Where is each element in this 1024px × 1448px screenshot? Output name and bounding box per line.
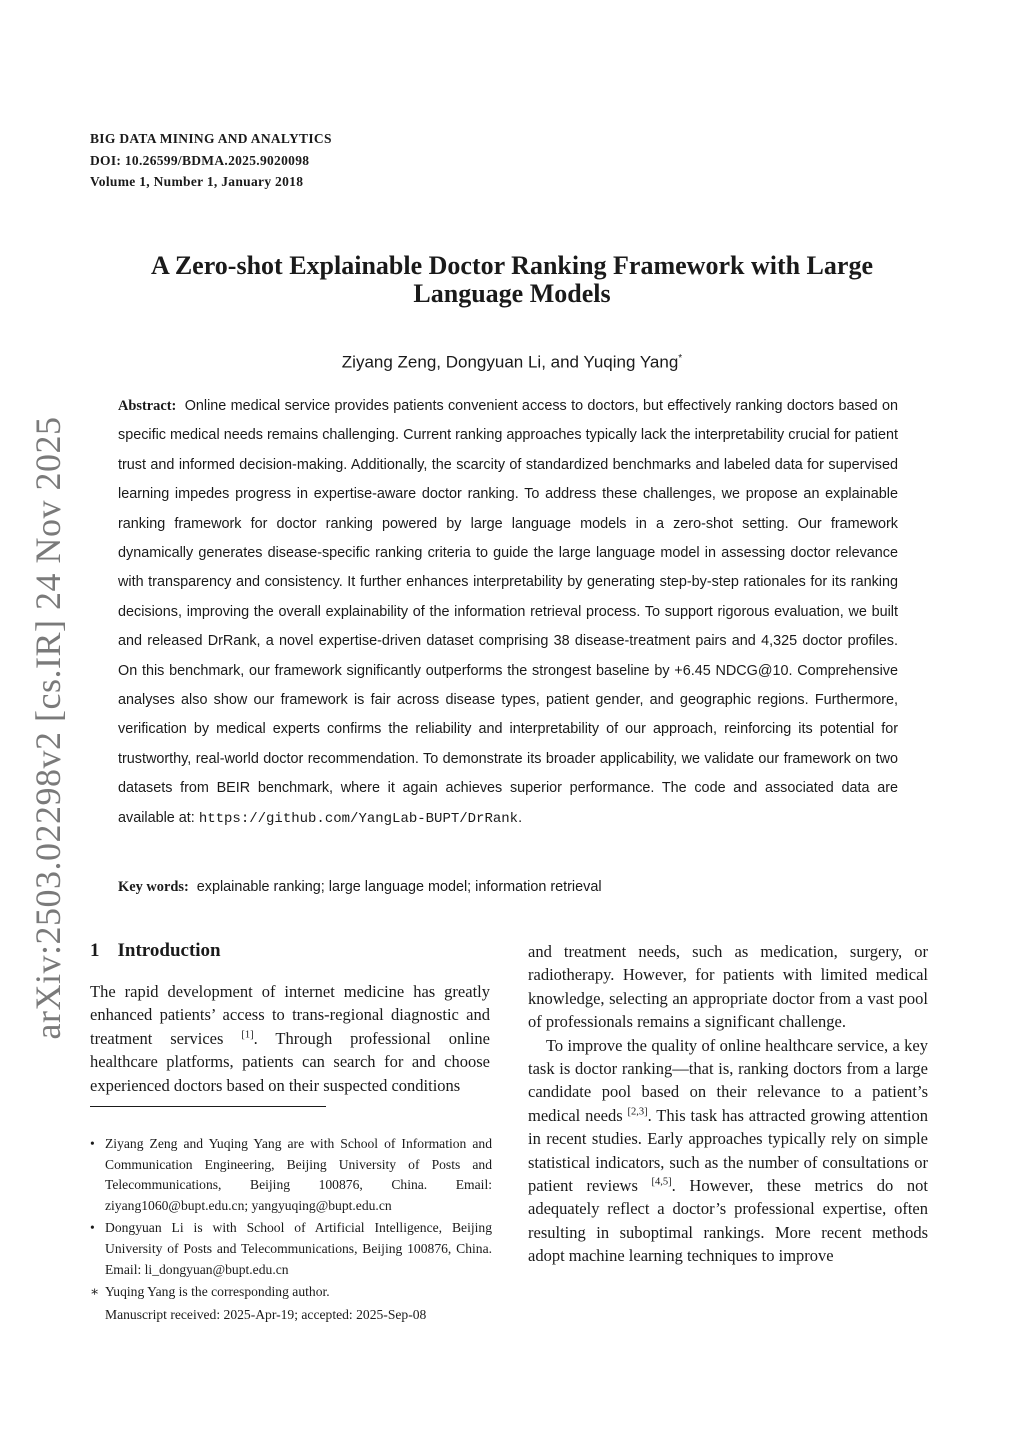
left-column [90,980,490,1097]
arxiv-stamp: arXiv:2503.02298v2 [cs.IR] 24 Nov 2025 [28,416,68,1040]
bullet-mark: • [90,1220,95,1236]
abstract-url-suffix: . [518,809,523,826]
citation[interactable]: [4,5] [651,1176,672,1188]
citation[interactable]: [2,3] [627,1106,648,1118]
footnote-divider [90,1106,326,1107]
paragraph-text: . Through professional online healthcare platforms, patients can search for and choose experienced doctors based on their suspected conditions [90,1028,490,1095]
abstract-label: Abstract: [118,398,177,414]
section-heading [90,938,221,964]
journal-volume: Volume 1, Number 1, January 2018 [90,174,304,189]
keywords [118,876,898,898]
paragraph-text: The rapid development of internet medicine has greatly enhanced patients’ access to trans-regional diagnostic and treatment services [90,982,490,1048]
intro-paragraph-2 [528,1034,928,1268]
footnote-affiliation-1 [90,1134,492,1216]
paper-title: A Zero-shot Explainable Doctor Ranking Framework with Large Language Models [151,251,873,308]
corresponding-author-mark: * [678,353,683,364]
bullet-mark: • [90,1136,95,1151]
keywords-text: explainable ranking; large language model; information retrieval [196,879,602,895]
journal-header [90,128,332,193]
author-names: Ziyang Zeng, Dongyuan Li, and Yuqing Yang [341,352,679,372]
section-title: Introduction [117,940,221,961]
paragraph-text: . This task has attracted growing attention in recent studies. Early approaches typically rely on simple statistical indicators, such as the number of consultations or patient reviews [528,1105,928,1196]
intro-paragraph-continued: and treatment needs, such as medication, surgery, or radiotherapy. However, for patients with limited medical knowledge, selecting an appropriate doctor from a vast pool of professionals remains a significant challenge. [528,942,928,1032]
star-mark: ∗ [90,1284,100,1300]
paragraph-text: . However, these metrics do not adequately reflect a doctor’s professional expertise, often resulting in suboptimal rankings. More recent methods adopt machine learning techniques to improve [528,1176,928,1266]
code-repository-link[interactable]: https://github.com/YangLab-BUPT/DrRank [198,810,519,827]
footnote-text: Yuqing Yang is the corresponding author. [105,1284,330,1300]
footnotes [90,1134,492,1325]
paragraph-text: To improve the quality of online healthcare service, a key task is doctor ranking—that is, ranking doctors from a large candidate pool based on their relevance to a patient’s medical needs [528,1035,928,1125]
footnote-affiliation-2 [90,1218,492,1280]
footnote-text: Dongyuan Li is with School of Artificial Intelligence, Beijing University of Posts and Telecommunications, Beijing 100876, China. Email: li_dongyuan@bupt.edu.cn [105,1220,492,1277]
journal-name: BIG DATA MINING AND ANALYTICS [90,131,332,146]
footnote-corresponding [90,1282,492,1303]
abstract-text: Online medical service provides patients convenient access to doctors, but effectively ranking doctors based on specific medical needs remains challenging. Current ranking approaches typically lack the interpretability crucial for patient trust and informed decision-making. Additionally, the scarcity of standardized benchmarks and labeled data for supervised learning impedes progress in expertise-aware doctor ranking. To address these challenges, we propose an explainable ranking framework for doctor ranking powered by large language models in a zero-shot setting. Our framework dynamically generates disease-specific ranking criteria to guide the large language model in assessing doctor relevance with transparency and consistency. It further enhances interpretability by generating step-by-step rationales for its ranking decisions, improving the overall explainability of the information retrieval process. To support rigorous evaluation, we built and released DrRank, a novel expertise-driven dataset comprising 38 disease-treatment pairs and 4,325 doctor profiles. On this benchmark, our framework significantly outperforms the strongest baseline by +6.45 NDCG@10. Comprehensive analyses also show our framework is fair across disease types, patient gender, and geographic regions. Furthermore, verification by medical experts confirms the reliability and interpretability of our approach, reinforcing its potential for trustworthy, real-world doctor recommendation. To demonstrate its broader applicability, we validate our framework on two datasets from BEIR benchmark, where it again achieves superior performance. The code and associated data are available at: [118,398,899,826]
manuscript-dates: Manuscript received: 2025-Apr-19; accepted: 2025-Sep-08 [105,1306,427,1322]
journal-doi: DOI: 10.26599/BDMA.2025.9020098 [90,152,310,168]
abstract [118,392,898,834]
right-column [528,940,928,1268]
citation[interactable]: [1] [241,1029,254,1041]
intro-paragraph-1 [90,980,490,1097]
footnote-text: Ziyang Zeng and Yuqing Yang are with School of Information and Communication Engineering, Beijing University of Posts and Telecommunications, Beijing 100876, China. Email: ziyang1060@bupt.edu.cn; yangyuqing@bupt.edu.cn [105,1136,492,1213]
section-number: 1 [90,940,100,961]
keywords-label: Key words: [118,879,189,895]
author-list [120,348,904,374]
